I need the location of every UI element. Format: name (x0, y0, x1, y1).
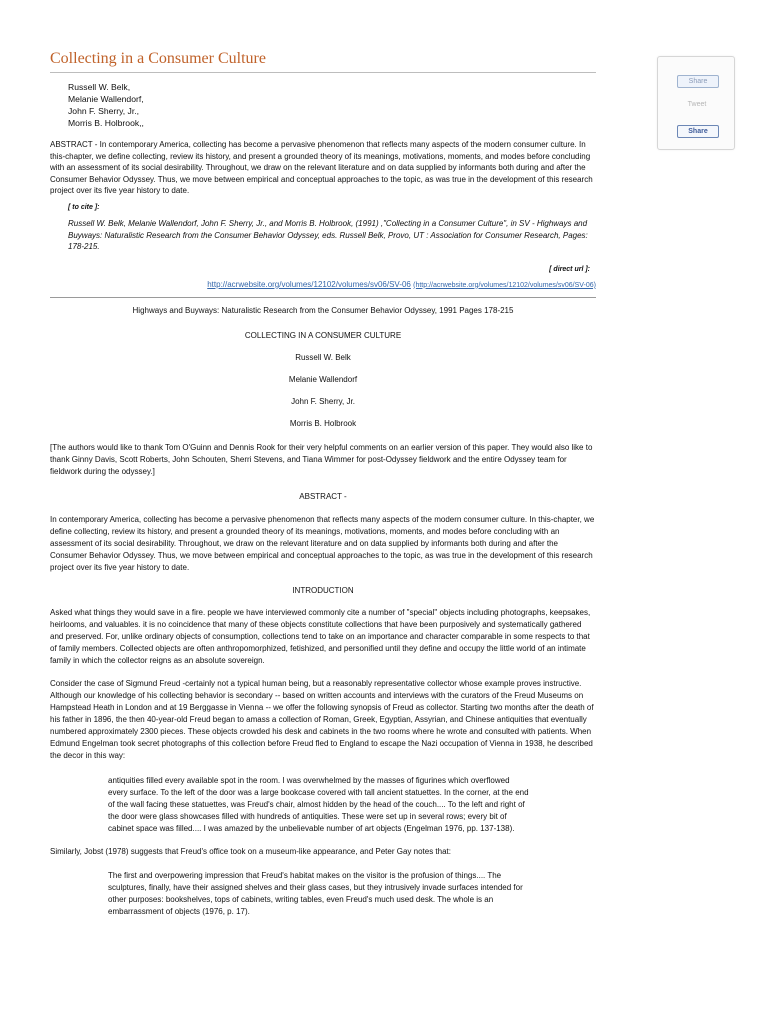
author-center: John F. Sherry, Jr. (291, 396, 355, 406)
body-paragraph: Similarly, Jobst (1978) suggests that Freud's office took on a museum-like appearance, and Peter Gay notes that: (50, 846, 451, 856)
share-button[interactable]: Share (677, 125, 719, 138)
author-name: Melanie Wallendorf, (68, 94, 144, 104)
tweet-button[interactable]: Tweet (687, 101, 707, 108)
abstract-heading: ABSTRACT - (299, 491, 347, 501)
cite-label: [ to cite ]: (68, 203, 100, 211)
share-widget (657, 56, 735, 150)
direct-url-link[interactable]: http://acrwebsite.org/volumes/12102/volumes/sv06/SV-06 (207, 279, 411, 289)
citation-text: Russell W. Belk, Melanie Wallendorf, John F. Sherry, Jr., and Morris B. Holbrook, (1991) ,"Collecting in a Consumer Culture", in SV - Highways and Buyways: Naturalistic Research from the Consumer Behavior Odyssey, eds. Russell Belk, Provo, UT : Association for Consumer Research, Pages: 178-215. (68, 218, 588, 252)
direct-url-alt-link[interactable]: (http://acrwebsite.org/volumes/12102/volumes/sv06/SV-06) (413, 281, 596, 289)
author-center: Russell W. Belk (295, 352, 351, 362)
source-heading: Highways and Buyways: Naturalistic Research from the Consumer Behavior Odyssey, 1991 Pages 178-215 (132, 305, 514, 315)
author-center: Melanie Wallendorf (288, 374, 358, 384)
block-quote: antiquities filled every available spot in the room. I was overwhelmed by the masses of figurines which overflowed every surface. To the left of the door was a large bookcase covered with tall ancient statuettes. In the corner, at the end of the wall facing these statuettes, was Freud's chair, almost hidden by the head of the couch.... To the left and right of the door were glass showcases filled with hundreds of antiquities. These were set up in several rows; every bit of cabinet space was filled.... I was amazed by the unbelievable number of art objects (Engelman 1976, pp. 137-138). (108, 775, 529, 833)
abstract-body: In contemporary America, collecting has become a pervasive phenomenon that reflects many aspects of the modern consumer culture. In this-chapter, we define collecting, review its history, and present a grounded theory of its meanings, motivations, moments, and modes before concluding with an assessment of its social desirability. Throughout, we draw on the relevant literature and on data supplied by informants both during and after the Consumer Behavior Odyssey. Thus, we move between empirical and conceptual approaches to the topic, as was true in the development of this research project over its five year history to date. (50, 514, 595, 572)
intro-heading: INTRODUCTION (292, 585, 354, 595)
block-quote: The first and overpowering impression that Freud's habitat makes on the visitor is the profusion of things.... The sculptures, finally, have their assigned shelves and their glass cases, but they intrusively invade surfaces intended for other purposes: bookshelves, tops of cabinets, writing tables, even Freud's much used desk. The whole is an embarrassment of objects (1976, p. 17). (108, 870, 523, 916)
share-button[interactable]: Share (677, 75, 719, 88)
author-list (68, 81, 596, 129)
page-title: Collecting in a Consumer Culture (50, 50, 266, 67)
acknowledgement: [The authors would like to thank Tom O'Guinn and Dennis Rook for their very helpful comments on an earlier version of this paper. They would also like to thank Ginny Davis, Scott Roberts, John Schouten, Sherri Stevens, and Tiana Wimmer for post-Odyssey fieldwork and the entire Odyssey team for fieldwork during the odyssey.] (50, 442, 593, 476)
abstract-summary: ABSTRACT - In contemporary America, collecting has become a pervasive phenomenon that reflects many aspects of the modern consumer culture. In this-chapter, we define collecting, review its history, and present a grounded theory of its meanings, motivations, moments, and modes before concluding with an assessment of its social desirability. Throughout, we draw on the relevant literature and on data supplied by informants both during and after the Consumer Behavior Odyssey. Thus, we move between empirical and conceptual approaches to the topic, as was true in the development of this research project over its five year history to date. (50, 140, 593, 196)
title-divider (50, 72, 596, 73)
article (50, 50, 596, 918)
author-center: Morris B. Holbrook (289, 418, 357, 428)
section-divider (50, 297, 596, 298)
direct-url-label: [ direct url ]: (549, 265, 590, 273)
intro-paragraph: Consider the case of Sigmund Freud -certainly not a typical human being, but a reasonably representative collector whose example proves instructive. Although our knowledge of his collecting behavior is secondary -- based on written accounts and interviews with the curators of the Freud Museums on Hampstead Heath in London and at 19 Berggasse in Vienna -- we offer the following synopsis of Freud as collector. Starting two months after the death of his father in 1896, the then 40-year-old Freud began to amass a collection of Roman, Greek, Egyptian, Assyrian, and Chinese antiquities that eventually numbered approximately 2300 pieces. These objects crowded his desk and cabinets in the two rooms where he wrote and consulted with patients. When Edmund Engelman took secret photographs of this collection before Freud fled to England to escape the Nazi occupation of Vienna in 1938, he described the decor in this way: (50, 678, 594, 760)
author-name: Russell W. Belk, (68, 82, 131, 92)
author-name: John F. Sherry, Jr., (68, 106, 140, 116)
author-name: Morris B. Holbrook,, (68, 118, 144, 128)
intro-paragraph: Asked what things they would save in a fire. people we have interviewed commonly cite a number of "special" objects including photographs, keepsakes, heirlooms, and valuables. it is no coincidence that many of these objects constitute collections that have been purposively and systematically gathered and preserved. For, unlike ordinary objects of consumption, collections tend to take on an importance and character comparable in some respects to that of family members. Collected objects are often anthropomorphized, fetishized, and personified until they define and occupy the little world of an intimate family in which the collector reigns as an absolute sovereign. (50, 607, 591, 665)
direct-url-row (50, 280, 596, 289)
article-heading: COLLECTING IN A CONSUMER CULTURE (244, 330, 402, 340)
